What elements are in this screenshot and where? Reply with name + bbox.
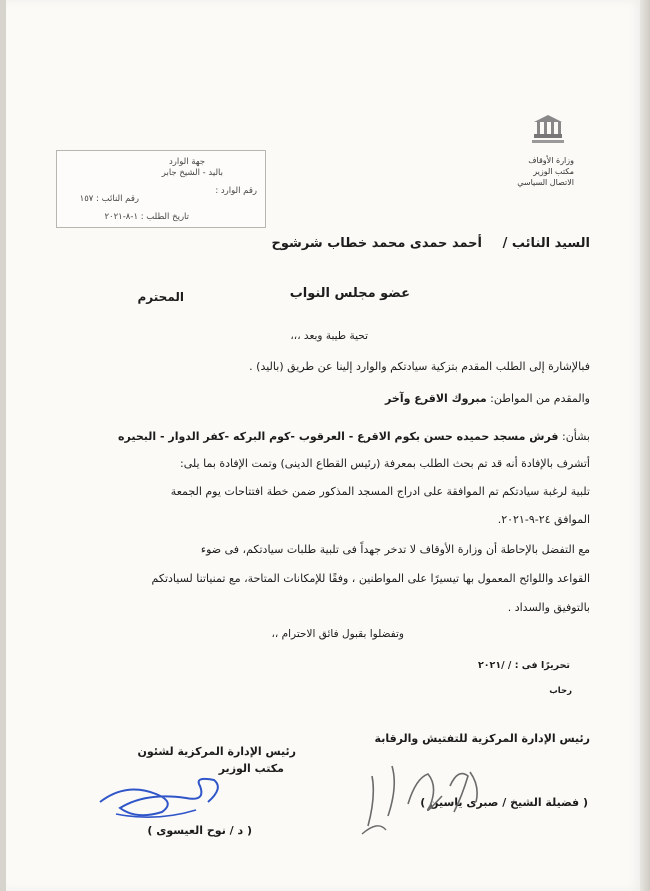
body-subject-line: [118, 430, 590, 443]
greeting: تحية طيبة وبعد ،،،: [290, 330, 368, 342]
incoming-stamp-box: [56, 150, 266, 228]
right-signature-icon: [358, 756, 488, 836]
recipient-honorific: المحترم: [137, 290, 184, 304]
body-paragraph-5-line-1: تلبية لرغبة سيادتكم تم الموافقة على ادراج المسجد المذكور ضمن خطة افتتاحات يوم الجمعة: [170, 485, 590, 498]
stamp-deputy-no: رقم النائب : ١٥٧: [79, 194, 139, 204]
stamp-request-date: تاريخ الطلب : ١-٨-٢٠٢١: [104, 212, 189, 222]
recipient-title: السيد النائب /: [502, 236, 590, 251]
left-signatory-title-2: مكتب الوزير: [218, 762, 284, 775]
closing-line: وتفضلوا بقبول فائق الاحترام ،،: [271, 628, 404, 640]
citizen-name: مبروك الاقرع وآخر: [385, 392, 487, 405]
body-paragraph-4: أتشرف بالإفادة أنه قد تم بحث الطلب بمعرفة (رئيس القطاع الدينى) وتمت الإفادة بما يلى:: [180, 457, 590, 470]
recipient-name: أحمد حمدى محمد خطاب شرشوح: [271, 236, 482, 251]
stamp-office: جهة الوارد: [168, 157, 205, 167]
ministry-line: وزارة الأوقاف: [528, 156, 574, 165]
right-signatory-name: ( فضيلة الشيخ / صبرى ياسين ): [420, 796, 588, 809]
body-paragraph-1: فبالإشارة إلى الطلب المقدم بتزكية سيادتكم والوارد إلينا عن طريق (باليد) .: [249, 360, 590, 373]
left-signatory-title-1: رئيس الإدارة المركزية لشئون: [137, 745, 296, 758]
citizen-label: والمقدم من المواطن:: [490, 392, 590, 405]
left-signature-icon: [96, 772, 226, 822]
body-paragraph-6-line-3: بالتوفيق والسداد .: [507, 601, 590, 614]
ministry-emblem-icon: [530, 112, 566, 148]
ministry-line: مكتب الوزير: [533, 167, 574, 176]
subject-label: بشأن:: [561, 430, 590, 443]
body-paragraph-6-line-2: القواعد واللوائح المعمول بها تيسيرًا على المواطنين ، وفقًا للإمكانات المتاحة، مع تمنياتنا لسيادتكم: [151, 572, 590, 585]
body-paragraph-6-line-1: مع التفضل بالإحاطة أن وزارة الأوقاف لا تدخر جهداً فى تلبية طلبات سيادتكم، فى ضوء: [200, 543, 590, 556]
body-paragraph-5-line-2: الموافق ٢٤-٩-٢٠٢١.: [497, 513, 590, 526]
stamp-incoming-no: رقم الوارد :: [215, 186, 257, 196]
ministry-line: الاتصال السياسي: [517, 178, 574, 187]
body-paragraph-2: [385, 392, 590, 405]
date-line: تحريرًا فى : / /٢٠٢١: [477, 660, 570, 671]
subject-text: فرش مسجد حميده حسن بكوم الاقرع - العرقوب -كوم البركه -كفر الدوار - البحيره: [118, 430, 559, 443]
recipient-role: عضو مجلس النواب: [289, 286, 410, 301]
clerk-initials: رحاب: [549, 686, 572, 696]
page-edge: [640, 0, 650, 891]
right-signatory-title: رئيس الإدارة المركزية للتفتيش والرقابة: [374, 732, 590, 745]
left-signatory-name: ( د / نوح العيسوى ): [147, 824, 252, 837]
ministry-header: [517, 155, 574, 188]
stamp-sender: باليد - الشيخ جابر: [161, 168, 223, 178]
